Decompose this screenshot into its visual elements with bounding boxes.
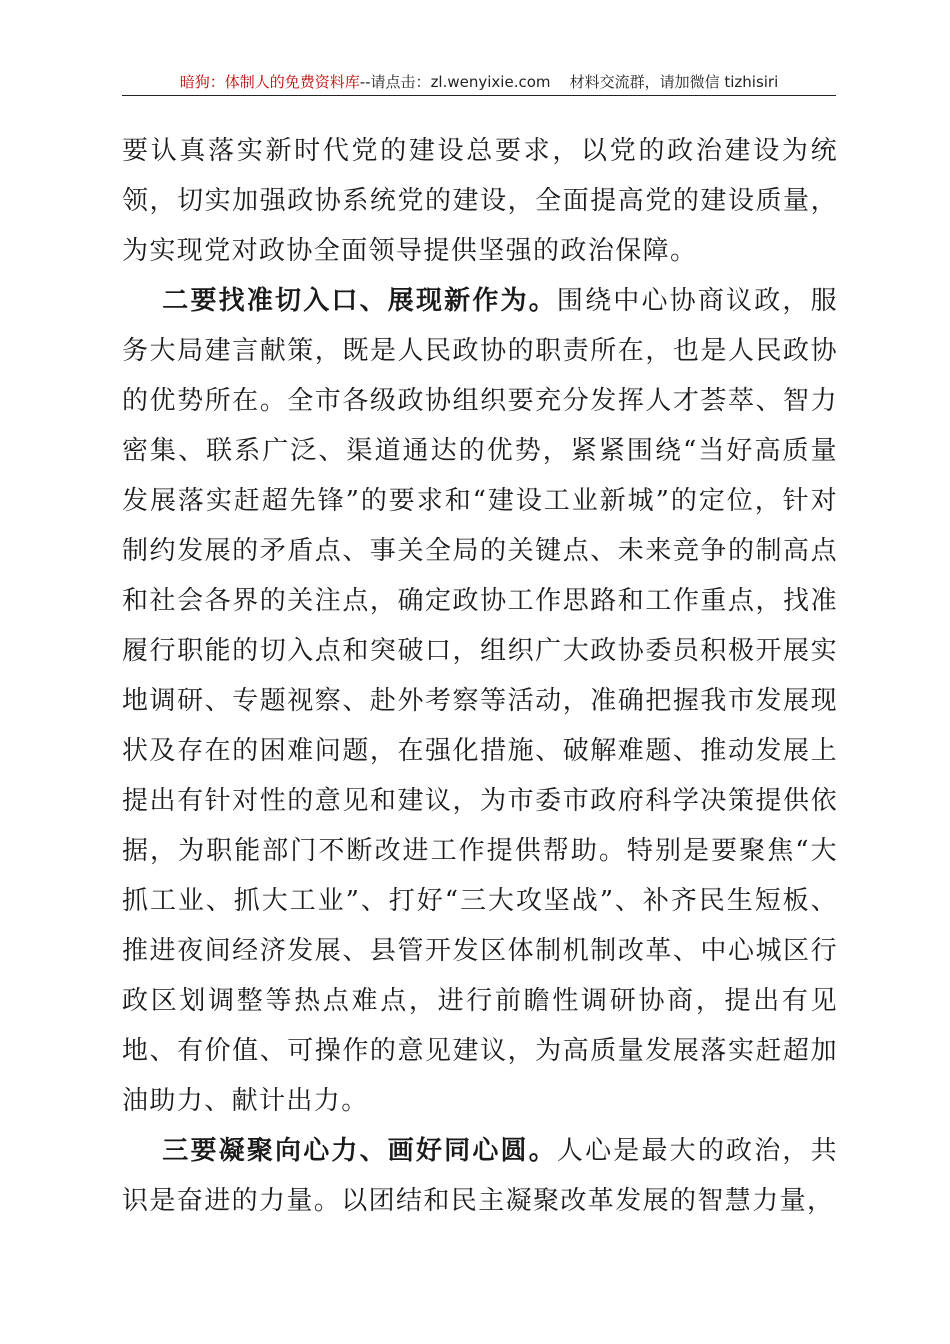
header-divider	[122, 95, 836, 96]
document-body	[122, 126, 838, 1226]
paragraph-continuation	[122, 126, 838, 276]
paragraph-text: 围绕中心协商议政，服务大局建言献策，既是人民政协的职责所在，也是人民政协的优势所在。全市各级政协组织要充分发挥人才荟萃、智力密集、联系广泛、渠道通达的优势，紧紧围绕“当好高质量发展落实赶超先锋”的要求和“建设工业新城”的定位，针对制约发展的矛盾点、事关全局的关键点、未来竞争的制高点和社会各界的关注点，确定政协工作思路和工作重点，找准履行职能的切入点和突破口，组织广大政协委员积极开展实地调研、专题视察、赴外考察等活动，准确把握我市发展现状及存在的困难问题，在强化措施、破解难题、推动发展上提出有针对性的意见和建议，为市委市政府科学决策提供依据，为职能部门不断改进工作提供帮助。特别是要聚焦“大抓工业、抓大工业”、打好“三大攻坚战”、补齐民生短板、推进夜间经济发展、县管开发区体制机制改革、中心城区行政区划调整等热点难点，进行前瞻性调研协商，提出有见地、有价值、可操作的意见建议，为高质量发展落实赶超加油助力、献计出力。	[122, 286, 838, 1116]
paragraph-heading: 三要凝聚向心力、画好同心圆。	[162, 1136, 557, 1166]
header-prompt: --请点击：	[359, 73, 431, 91]
page-header	[122, 70, 836, 94]
paragraph-point-two	[122, 276, 838, 1126]
header-contact: 材料交流群，请加微信 tizhisiri	[569, 73, 779, 91]
header-url-link[interactable]: zl.wenyixie.com	[430, 73, 551, 91]
paragraph-heading: 二要找准切入口、展现新作为。	[162, 286, 557, 316]
paragraph-point-three	[122, 1126, 838, 1226]
paragraph-text: 人心是最大的政治，共识是奋进的力量。以团结和民主凝聚改革发展的智慧力量，	[122, 1136, 838, 1216]
paragraph-text: 要认真落实新时代党的建设总要求，以党的政治建设为统领，切实加强政协系统党的建设，全面提高党的建设质量，为实现党对政协全面领导提供坚强的政治保障。	[122, 136, 838, 266]
header-site-name: 暗狗：体制人的免费资料库	[179, 73, 360, 91]
